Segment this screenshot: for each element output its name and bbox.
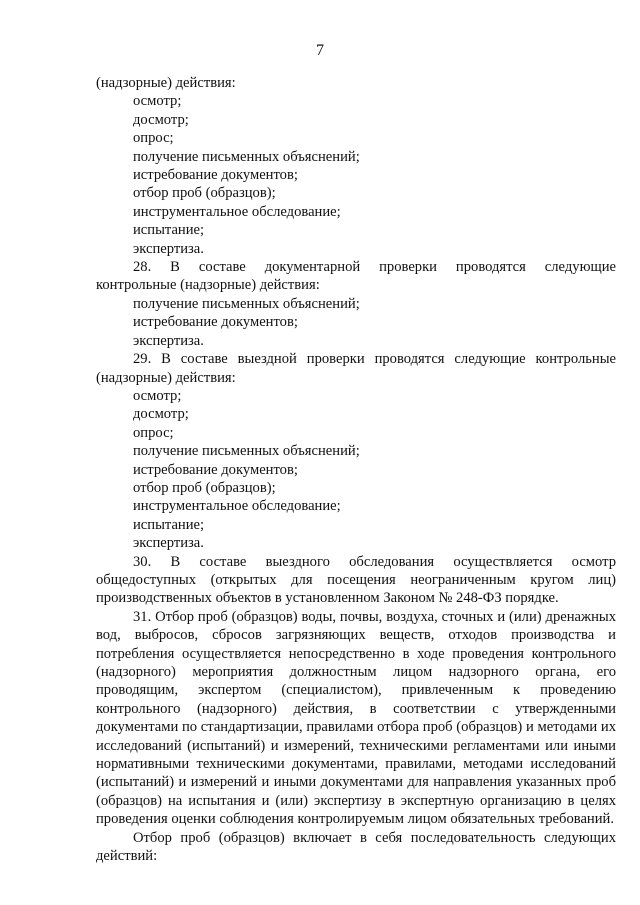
paragraph-28-heading: 28. В составе документарной проверки проводятся следующие: [133, 259, 616, 276]
document-body: [96, 74, 616, 865]
paragraph-28-continuation: контрольные (надзорные) действия:: [96, 277, 320, 294]
list-item: инструментальное обследование;: [133, 498, 341, 515]
list-item: получение письменных объяснений;: [133, 148, 360, 165]
list-item: опрос;: [133, 130, 174, 147]
list-item: экспертиза.: [133, 240, 204, 257]
list-item: испытание;: [133, 516, 205, 533]
paragraph-31: 31. Отбор проб (образцов) воды, почвы, воздуха, сточных и (или) дренажных вод, выбросов, сбросов загрязняющих веществ, отходов производства и потребления осуществляется непосредственно в ходе проведения контрольного (надзорного) мероприятия должностным лицом надзорного органа, его проводящим, экспертом (специалистом), привлеченным к проведению контрольного (надзорного) действия, в соответствии с утвержденными документами по стандартизации, правилами отбора проб (образцов) и методами их исследований (испытаний) и измерений, техническими регламентами или иными нормативными техническими документами, правилами, методами исследований (испытаний) и измерений и иными документами для направления указанных проб (образцов) на испытания и (или) экспертизу в экспертную организацию в целях проведения оценки соблюдения контролируемым лицом обязательных требований.: [96, 608, 616, 828]
list-item: отбор проб (образцов);: [133, 185, 276, 202]
list-item: получение письменных объяснений;: [133, 443, 360, 460]
list-item: истребование документов;: [133, 167, 298, 184]
page-number: 7: [316, 42, 324, 59]
list-item: истребование документов;: [133, 314, 298, 331]
list-item: осмотр;: [133, 93, 182, 110]
list-item: осмотр;: [133, 387, 182, 404]
paragraph-29-continuation: (надзорные) действия:: [96, 369, 236, 386]
list-item: досмотр;: [133, 406, 189, 423]
list-item: истребование документов;: [133, 461, 298, 478]
list-item: экспертиза.: [133, 535, 204, 552]
list-item: досмотр;: [133, 111, 189, 128]
list-item: опрос;: [133, 424, 174, 441]
paragraph-30: 30. В составе выездного обследования осуществляется осмотр общедоступных (открытых для посещения неограниченным кругом лиц) производственных объектов в установленном Законом № 248-ФЗ порядке.: [96, 553, 616, 607]
section-intro: (надзорные) действия:: [96, 75, 236, 91]
list-item: отбор проб (образцов);: [133, 479, 276, 496]
paragraph-29-heading: 29. В составе выездной проверки проводятся следующие контрольные: [133, 351, 616, 368]
list-item: экспертиза.: [133, 332, 204, 349]
list-item: получение письменных объяснений;: [133, 295, 360, 312]
list-item: инструментальное обследование;: [133, 203, 341, 220]
list-item: испытание;: [133, 222, 205, 239]
paragraph-sampling-steps: Отбор проб (образцов) включает в себя последовательность следующих действий:: [96, 829, 616, 865]
